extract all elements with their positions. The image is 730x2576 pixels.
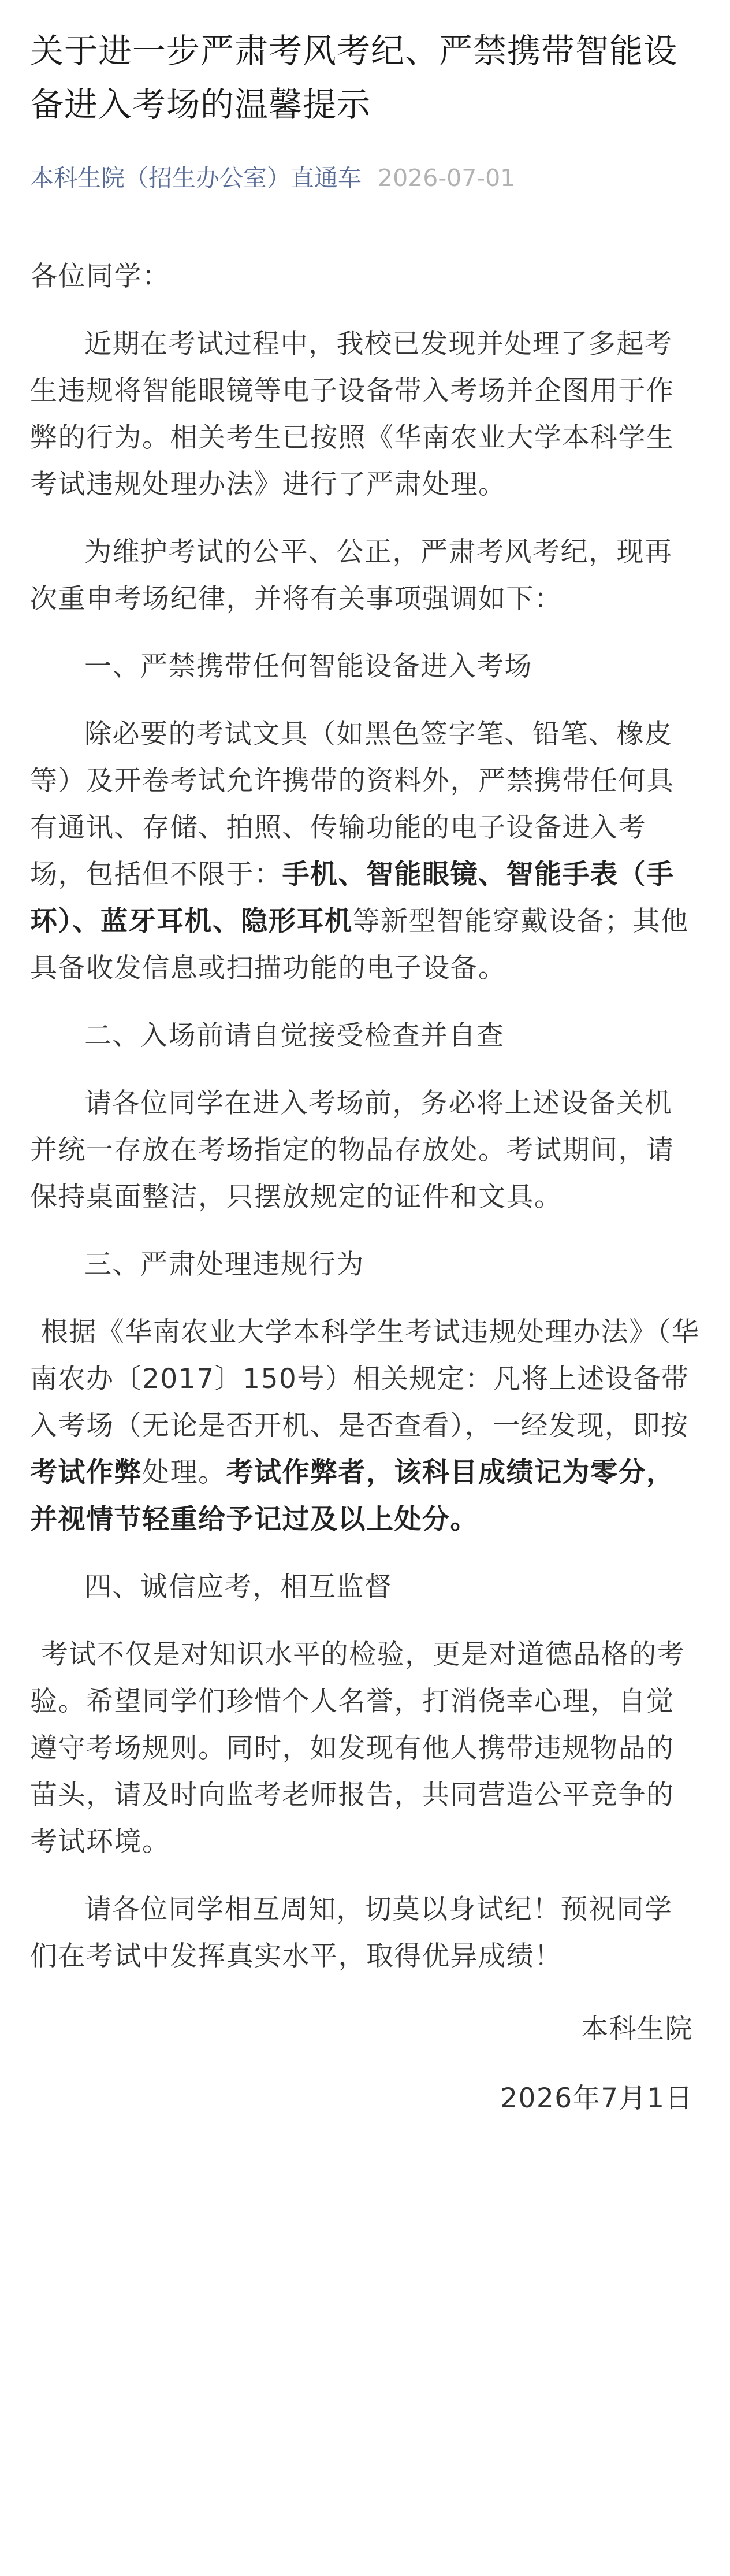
article-title: 关于进一步严肃考风考纪、严禁携带智能设备进入考场的温馨提示 — [30, 31, 678, 124]
paragraph-devices-text-2: 等新型智能穿戴设备；其他具备收发信息或扫描功能的电子设备。 — [30, 905, 689, 984]
paragraph-intro: 近期在考试过程中，我校已发现并处理了多起考生违规将智能眼镜等电子设备带入考场并企图用于作弊的行为。相关考生已按照《华南农业大学本科学生考试违规处理办法》进行了严肃处理。 — [30, 328, 675, 500]
section-heading-3: 三、严肃处理违规行为 — [84, 1249, 364, 1280]
paragraph-devices-bold: 手机、智能眼镜、智能手表（手环）、蓝牙耳机、隐形耳机 — [30, 859, 675, 937]
section-heading-4: 四、诚信应考，相互监督 — [84, 1571, 393, 1603]
paragraph-penalty-bold-2: 考试作弊者，该科目成绩记为零分，并视情节轻重给予记过及以上处分。 — [30, 1457, 675, 1535]
paragraph-integrity: 考试不仅是对知识水平的检验，更是对道德品格的考验。希望同学们珍惜个人名誉，打消侥幸心理，自觉遵守考场规则。同时，如发现有他人携带违规物品的苗头，请及时向监考老师报告，共同营造公平竞争的考试环境。 — [30, 1639, 686, 1858]
paragraph-devices-text-1: 除必要的考试文具（如黑色签字笔、铅笔、橡皮等）及开卷考试允许携带的资料外，严禁携带任何具有通讯、存储、拍照、传输功能的电子设备进入考场，包括但不限于： — [30, 718, 675, 890]
signature-organization: 本科生院 — [581, 2013, 693, 2045]
section-heading-1: 一、严禁携带任何智能设备进入考场 — [84, 651, 532, 682]
paragraph-penalty-bold-1: 考试作弊 — [30, 1457, 142, 1489]
paragraph-penalty — [30, 1309, 700, 1543]
paragraph-check: 请各位同学在进入考场前，务必将上述设备关机并统一存放在考场指定的物品存放处。考试期间，请保持桌面整洁，只摆放规定的证件和文具。 — [30, 1087, 675, 1213]
greeting: 各位同学： — [30, 261, 170, 292]
paragraph-purpose: 为维护考试的公平、公正，严肃考风考纪，现再次重申考场纪律，并将有关事项强调如下： — [30, 536, 673, 615]
signature-date: 2026年7月1日 — [500, 2083, 693, 2114]
paragraph-devices — [30, 711, 700, 992]
article-body — [30, 253, 700, 2128]
paragraph-penalty-text-1: 根据《华南农业大学本科学生考试违规处理办法》（华南农办〔2017〕150号）相关规定：凡将上述设备带入考场（无论是否开机、是否查看），一经发现，即按 — [30, 1316, 700, 1442]
section-heading-2: 二、入场前请自觉接受检查并自查 — [84, 1020, 505, 1052]
publish-date: 2026-07-01 — [378, 164, 516, 192]
account-name-link[interactable]: 本科生院（招生办公室）直通车 — [30, 164, 362, 192]
paragraph-closing: 请各位同学相互周知，切莫以身试纪！预祝同学们在考试中发挥真实水平，取得优异成绩！ — [30, 1894, 673, 1972]
paragraph-penalty-text-2: 处理。 — [142, 1457, 226, 1489]
article-meta — [30, 161, 700, 195]
